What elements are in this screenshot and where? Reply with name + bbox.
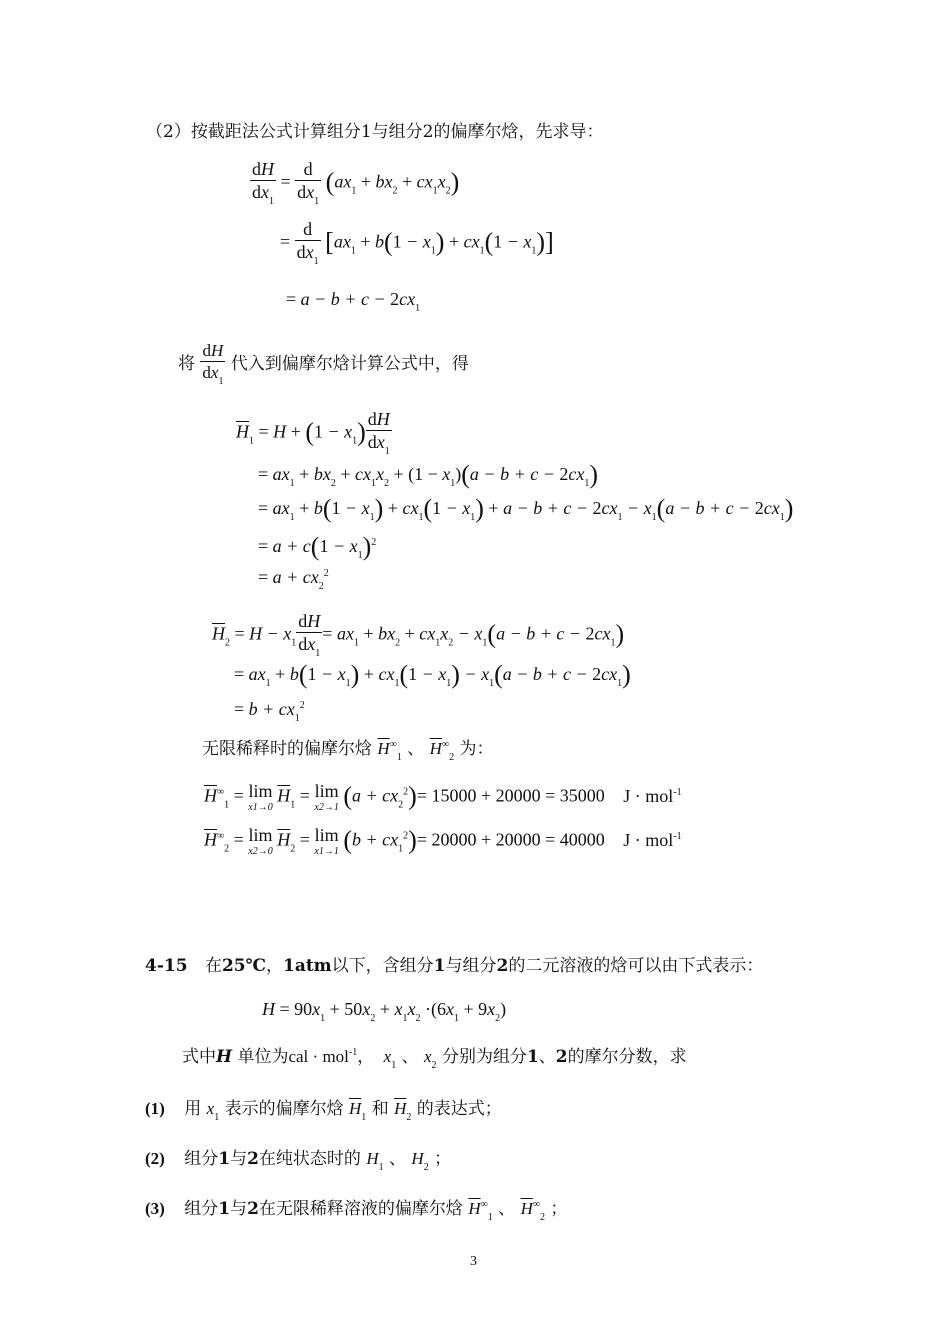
problem-c2: 2 <box>496 956 509 976</box>
q2-text-f: 、 <box>389 1149 407 1169</box>
infinite-dilution-text: 无限稀释时的偏摩尔焓 <box>202 739 372 759</box>
limit-2-value: = 20000 + 20000 = 40000 <box>416 829 605 850</box>
frac-end: 的摩尔分数，求 <box>567 1047 687 1067</box>
q3-text-g: ； <box>550 1199 568 1219</box>
substitute-suffix: 代入到偏摩尔焓计算公式中，得 <box>230 354 469 374</box>
q3-label: (3) <box>145 1199 165 1218</box>
q1-text-b: 表示的偏摩尔焓 <box>224 1099 344 1119</box>
frac-2: 2 <box>555 1047 568 1067</box>
limit-line-1: $\overline{H}^\infty_1$ = lim x1→0 $\overline{H}_1$ = lim x2→1 $(a + cx_2^2)= 15000 + 20000 = 35000$ J · mol$^{-1}$ <box>204 781 682 813</box>
q1-text-a: 用 <box>184 1099 202 1119</box>
h2-line-2: = $ax_1 + b(1 - x_1) + cx_1(1 - x_1) - x_1(a - b + c - 2cx_1)$ <box>234 660 631 689</box>
q3-text-d: 2 <box>247 1199 259 1219</box>
q1-text-d: 的表达式； <box>416 1099 502 1119</box>
q3-text-b: 1 <box>218 1199 231 1219</box>
problem-c1: 1 <box>433 956 446 976</box>
q2-label: (2) <box>145 1149 165 1168</box>
problem-temp: 25℃ <box>221 956 266 976</box>
h1-line-4: = $a + c(1 - x_1)^2$ <box>258 532 377 561</box>
derivative-line-2: = $\frac{d}{dx_1}$ $[ax_1 + b(1 - x_1) + cx_1(1 - x_1)]$ <box>280 219 554 267</box>
enthalpy-equation: $H = 90x_1 + 50x_2 + x_1x_2 \cdot(6x_1 + 9x_2)$ <box>262 999 507 1024</box>
problem-statement <box>145 958 763 975</box>
q1-text-c: 和 <box>371 1099 389 1119</box>
h1-line-1: $\overline{H}_1 = H + (1 - x_1)$ $\frac{dH}{dx_1}$ <box>236 409 390 457</box>
h2-line-1: $\overline{H}_2 = H - x_1$ $\frac{dH}{dx_1}$ = $ax_1 + bx_2 + cx_1x_2 - x_1(a - b + c - 2cx_1)$ <box>212 611 625 659</box>
derivative-line-1: $\frac{dH}{dx_1}$ = $\frac{d}{dx_1}$ $(ax_1 + bx_2 + cx_1x_2)$ <box>252 159 460 207</box>
section-intro: （2）按截距法公式计算组分1与组分2的偏摩尔焓，先求导： <box>146 122 604 142</box>
h2-line-3: = $b + cx_1^2$ <box>234 699 305 724</box>
substitute-prefix: 将 <box>178 354 195 374</box>
question-1: (1) 用 $x_1$ 表示的偏摩尔焓 $\overline{H}_1$ 和 $\overline{H}_2$ 的表达式； <box>145 1099 502 1123</box>
problem-text-e: 的二元溶液的焓可以由下式表示： <box>508 956 764 976</box>
question-3: (3) 组分1与2在无限稀释溶液的偏摩尔焓 $\overline{H}^\infty_1$ 、 $\overline{H}^\infty_2$ ； <box>145 1199 568 1223</box>
unit-h: H <box>216 1047 233 1067</box>
question-2: (2) 组分1与2在纯状态时的 $H_1$ 、 $H_2$ ； <box>145 1149 452 1173</box>
q2-text-a: 组分 <box>184 1149 219 1169</box>
unit-value: cal · mol <box>288 1047 349 1066</box>
problem-text-a: 在 <box>204 956 222 976</box>
q2-text-b: 1 <box>218 1149 231 1169</box>
limit-line-2: $\overline{H}^\infty_2$ = lim x2→0 $\overline{H}_2$ = lim x1→1 $(b + cx_1^2)= 20000 + 20000 = 40000$ J · mol$^{-1}$ <box>204 825 682 857</box>
unit-mid: 单位为 <box>232 1047 289 1067</box>
problem-pressure: 1atm <box>282 956 332 976</box>
q3-text-f: 、 <box>498 1199 516 1219</box>
infinite-dilution-end: 为： <box>459 739 494 759</box>
frac-1: 1 <box>526 1047 539 1067</box>
infinite-dilution-line: 无限稀释时的偏摩尔焓 $\overline{H}^\infty_1$ 、 $\overline{H}^\infty_2$ 为： <box>202 739 494 763</box>
q2-text-d: 2 <box>247 1149 259 1169</box>
problem-text-c: 以下，含组分 <box>331 956 434 976</box>
problem-text-b: ， <box>265 956 283 976</box>
q1-label: (1) <box>145 1099 165 1118</box>
substitute-line: 将 $\frac{dH}{dx_1}$ 代入到偏摩尔焓计算公式中，得 <box>178 341 469 387</box>
derivative-line-3: = $a - b + c - 2cx_1$ <box>286 289 421 314</box>
h1-line-5: = $a + cx_2^2$ <box>258 567 329 592</box>
frac-text: 分别为组分 <box>441 1047 527 1067</box>
limit-1-value: = 15000 + 20000 = 35000 <box>416 785 605 806</box>
unit-prefix: 式中 <box>182 1047 216 1067</box>
problem-text-d: 与组分 <box>445 956 497 976</box>
unit-line: 式中H 单位为cal · mol$^{-1}$， $x_1$ 、 $x_2$ 分别为组分1、2的摩尔分数，求 <box>182 1047 687 1071</box>
h1-line-3: = $ax_1 + b(1 - x_1) + cx_1(1 - x_1) + a - b + c - 2cx_1 - x_1(a - b + c - 2cx_1)$ <box>258 494 794 523</box>
q2-text-c: 与 <box>230 1149 248 1169</box>
page-number: 3 <box>470 1254 477 1269</box>
q3-text-c: 与 <box>230 1199 248 1219</box>
q2-text-e: 在纯状态时的 <box>258 1149 361 1169</box>
problem-number: 4-15 <box>145 956 188 976</box>
limit-2-unit: J · mol <box>623 829 674 850</box>
q3-text-e: 在无限稀释溶液的偏摩尔焓 <box>258 1199 463 1219</box>
h1-line-2: = $ax_1 + bx_2 + cx_1x_2 + (1 - x_1)(a - b + c - 2cx_1)$ <box>258 460 599 489</box>
unit-sep: ， <box>357 1047 375 1067</box>
infinite-dilution-sep: 、 <box>407 739 425 759</box>
q2-text-g: ； <box>434 1149 452 1169</box>
limit-1-unit: J · mol <box>623 785 674 806</box>
frac-and: 、 <box>538 1047 556 1067</box>
q3-text-a: 组分 <box>184 1199 219 1219</box>
